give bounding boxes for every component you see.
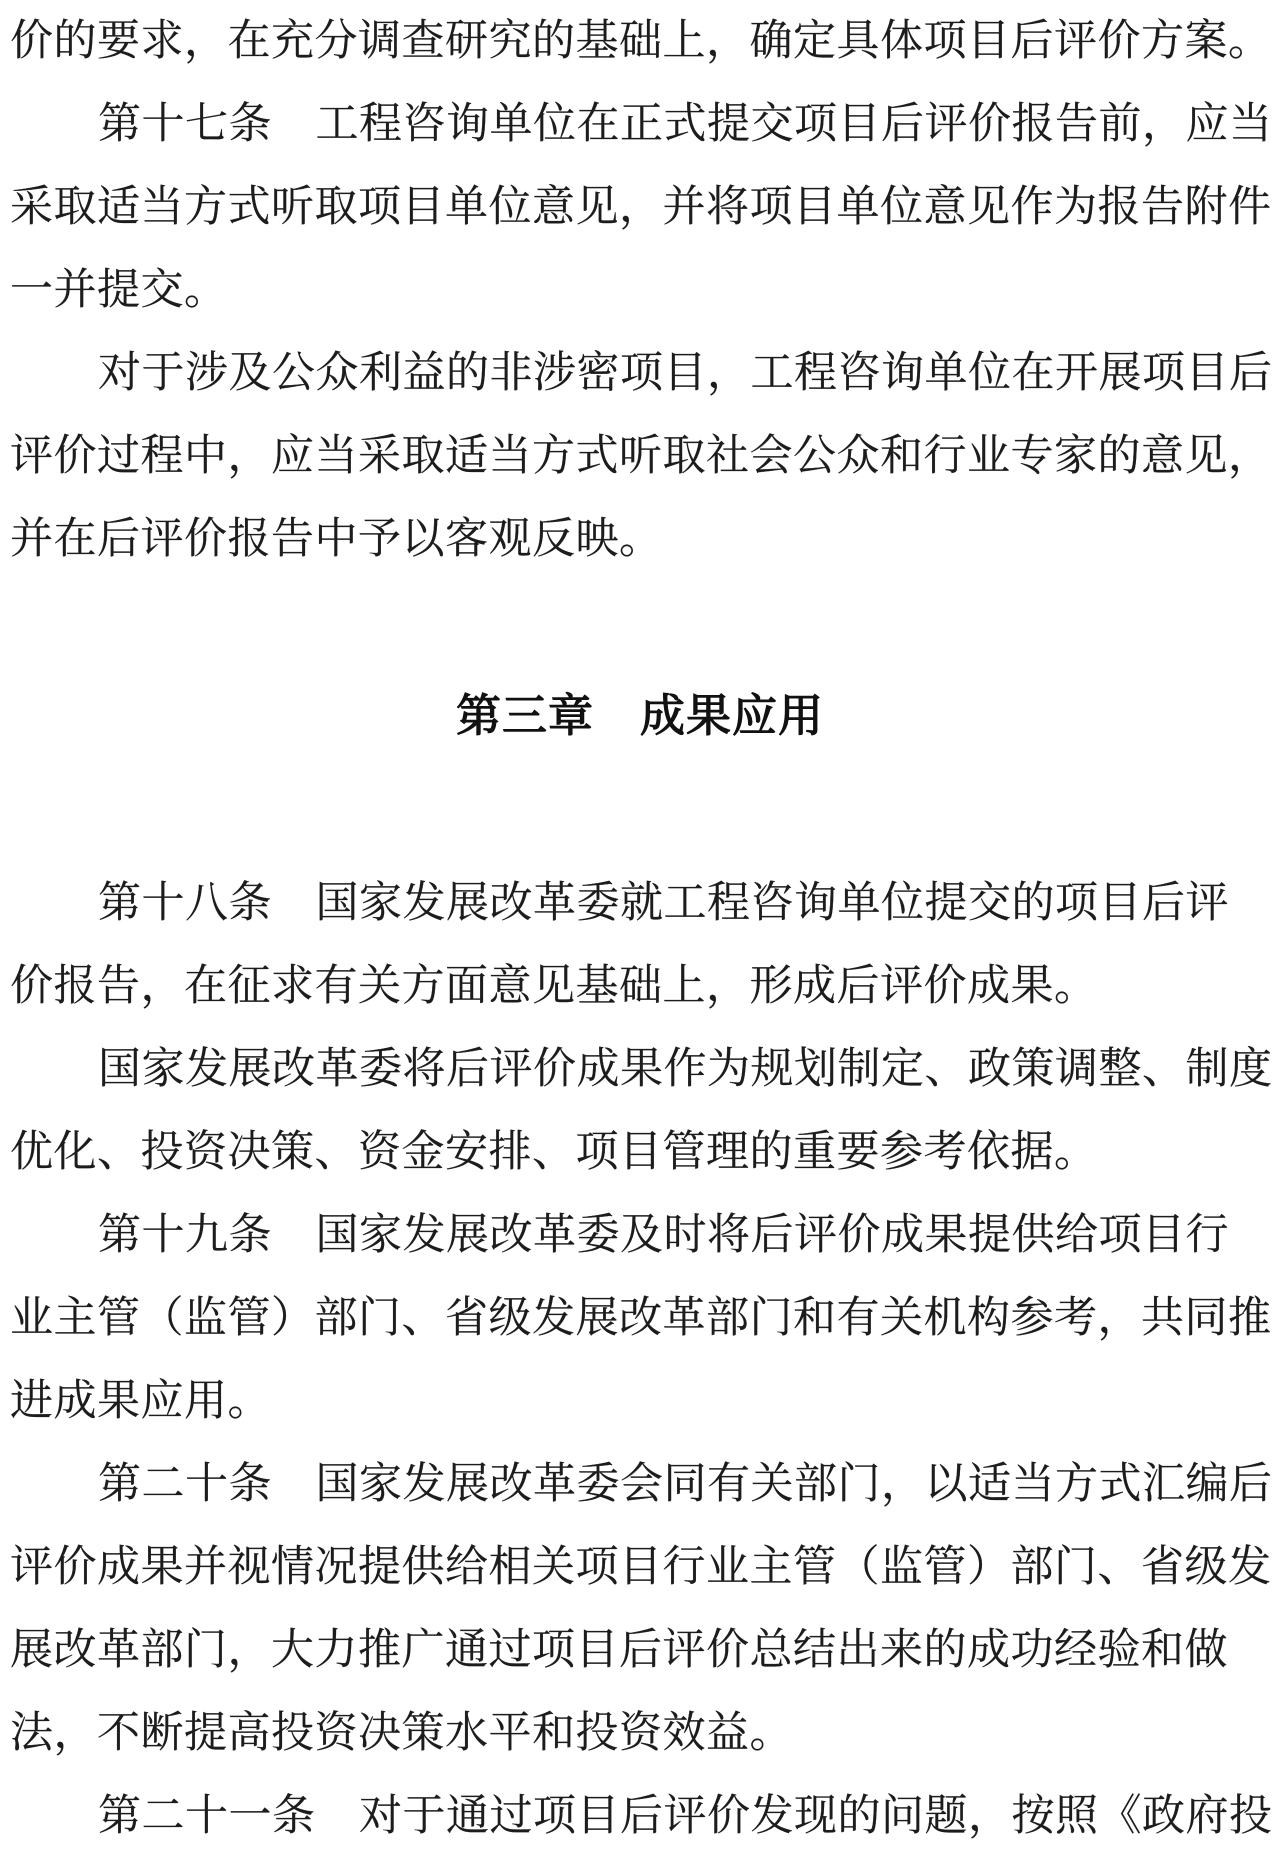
body-line: 第十九条 国家发展改革委及时将后评价成果提供给项目行 xyxy=(98,1212,1229,1259)
body-line: 价的要求，在充分调查研究的基础上，确定具体项目后评价方案。 xyxy=(10,18,1272,65)
body-line: 第十七条 工程咨询单位在正式提交项目后评价报告前，应当 xyxy=(98,101,1273,148)
body-line: 法，不断提高投资决策水平和投资效益。 xyxy=(10,1710,793,1757)
body-line: 评价过程中，应当采取适当方式听取社会公众和行业专家的意见， xyxy=(10,433,1272,480)
body-line: 国家发展改革委将后评价成果作为规划制定、政策调整、制度 xyxy=(98,1046,1273,1093)
body-line: 一并提交。 xyxy=(10,267,228,314)
document-section-bottom xyxy=(10,862,1273,1858)
body-line: 进成果应用。 xyxy=(10,1378,271,1425)
body-line: 业主管（监管）部门、省级发展改革部门和有关机构参考，共同推 xyxy=(10,1295,1272,1342)
body-line: 第二十条 国家发展改革委会同有关部门，以适当方式汇编后 xyxy=(98,1461,1273,1508)
body-line: 采取适当方式听取项目单位意见，并将项目单位意见作为报告附件 xyxy=(10,184,1272,231)
body-line: 价报告，在征求有关方面意见基础上，形成后评价成果。 xyxy=(10,963,1098,1010)
body-line: 展改革部门，大力推广通过项目后评价总结出来的成功经验和做 xyxy=(10,1627,1228,1674)
document-section-top xyxy=(10,0,1273,581)
body-line: 第二十一条 对于通过项目后评价发现的问题，按照《政府投 xyxy=(98,1793,1273,1840)
body-line: 并在后评价报告中予以客观反映。 xyxy=(10,516,663,563)
body-line: 优化、投资决策、资金安排、项目管理的重要参考依据。 xyxy=(10,1129,1098,1176)
body-line: 评价成果并视情况提供给相关项目行业主管（监管）部门、省级发 xyxy=(10,1544,1272,1591)
body-line: 第十八条 国家发展改革委就工程咨询单位提交的项目后评 xyxy=(98,880,1229,927)
body-line: 对于涉及公众利益的非涉密项目，工程咨询单位在开展项目后 xyxy=(98,350,1273,397)
chapter-heading: 第三章 成果应用 xyxy=(455,690,824,741)
